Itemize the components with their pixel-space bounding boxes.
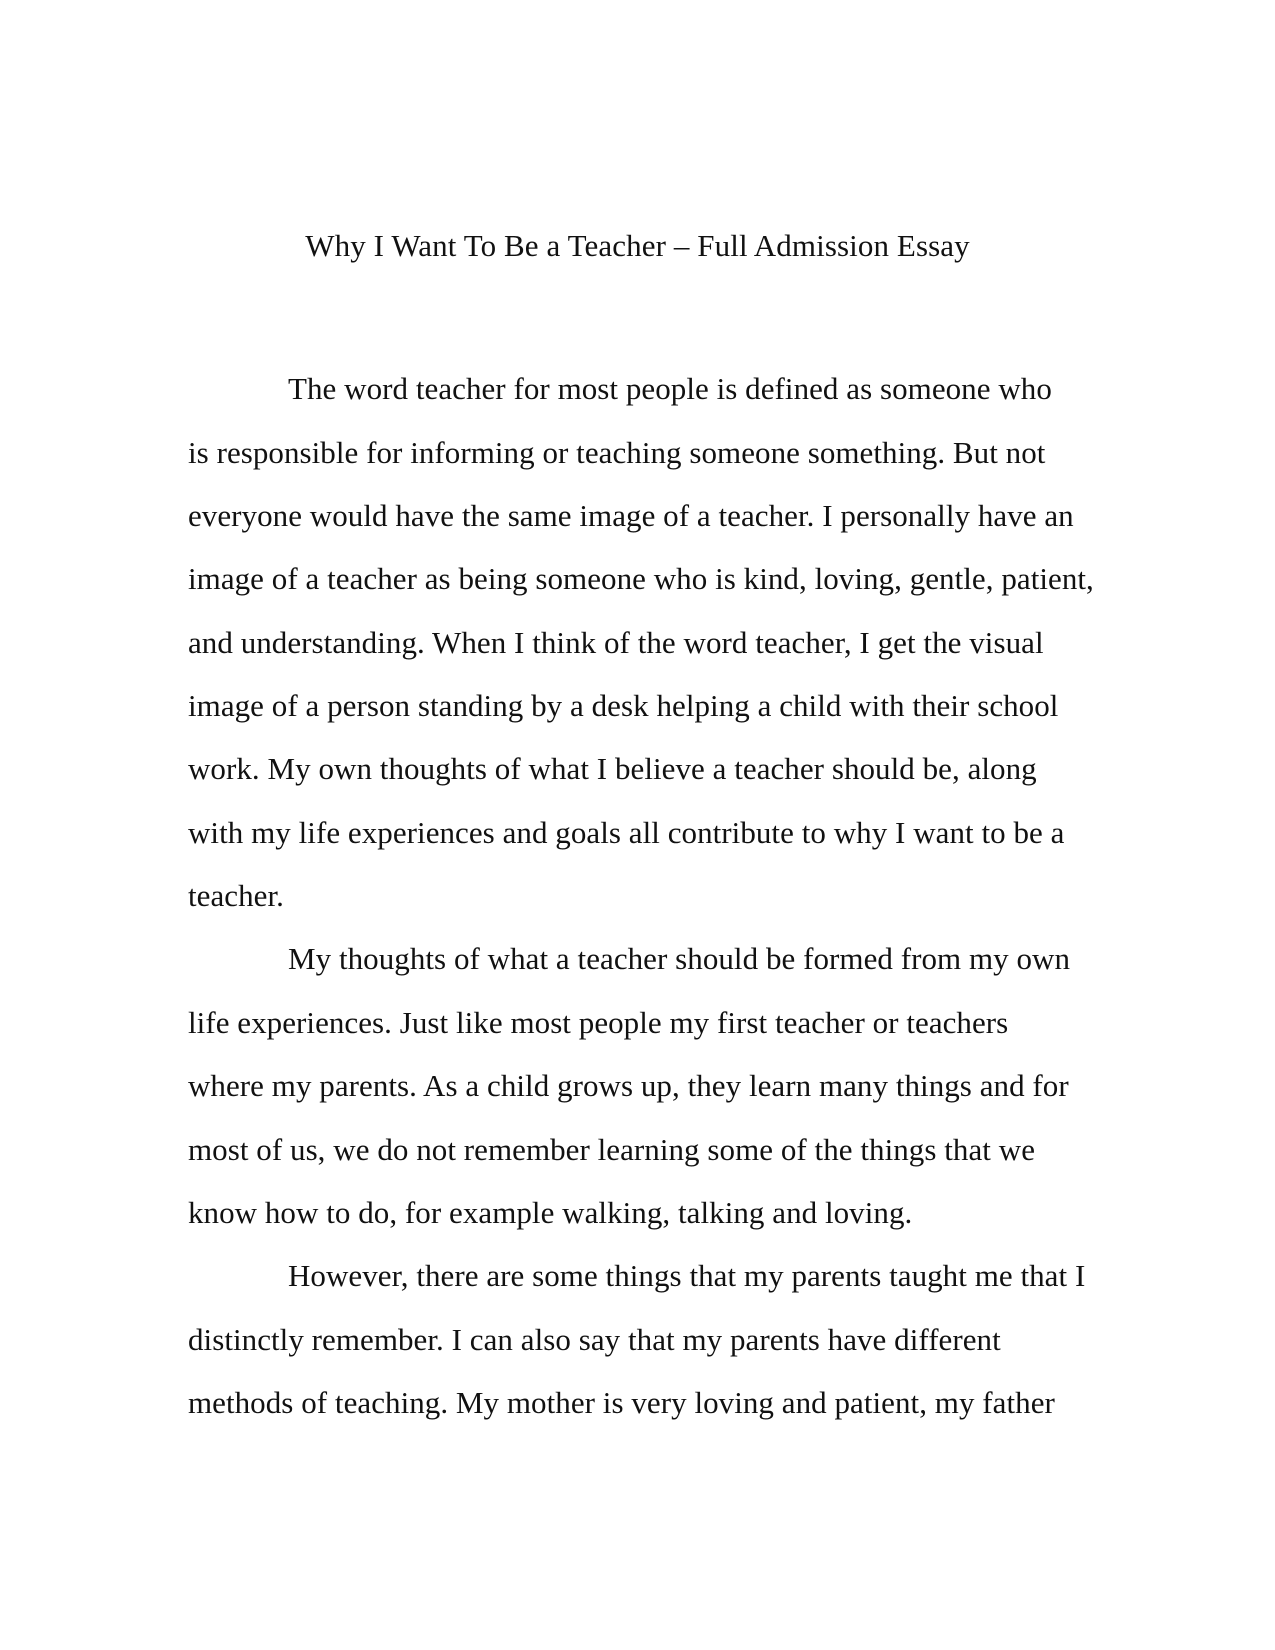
paragraph-3-line-2: distinctly remember. I can also say that my parents have different — [188, 1322, 1001, 1357]
paragraph-1-line-5: and understanding. When I think of the word teacher, I get the visual — [188, 625, 1044, 660]
paragraph-1-line-3: everyone would have the same image of a teacher. I personally have an — [188, 498, 1074, 533]
paragraph-1-line-7: work. My own thoughts of what I believe a teacher should be, along — [188, 751, 1037, 786]
paragraph-1-line-9: teacher. — [188, 878, 284, 913]
paragraph-2-line-1: My thoughts of what a teacher should be formed from my own — [288, 941, 1071, 976]
paragraph-1-line-8: with my life experiences and goals all contribute to why I want to be a — [188, 815, 1065, 850]
paragraph-2-line-2: life experiences. Just like most people my first teacher or teachers — [188, 1005, 1009, 1040]
paragraph-3-line-1: However, there are some things that my parents taught me that I — [288, 1258, 1086, 1293]
paragraph-2-line-5: know how to do, for example walking, talking and loving. — [188, 1195, 913, 1230]
paragraph-2-line-4: most of us, we do not remember learning some of the things that we — [188, 1132, 1036, 1167]
paragraph-1-line-4: image of a teacher as being someone who is kind, loving, gentle, patient, — [188, 561, 1094, 596]
paragraph-1-line-2: is responsible for informing or teaching someone something. But not — [188, 435, 1046, 470]
essay-title: Why I Want To Be a Teacher – Full Admission Essay — [305, 228, 970, 263]
paragraph-3-line-3: methods of teaching. My mother is very loving and patient, my father — [188, 1385, 1055, 1420]
paragraph-1-line-6: image of a person standing by a desk helping a child with their school — [188, 688, 1059, 723]
paragraph-1-line-1: The word teacher for most people is defined as someone who — [288, 371, 1052, 406]
paragraph-2-line-3: where my parents. As a child grows up, they learn many things and for — [188, 1068, 1069, 1103]
